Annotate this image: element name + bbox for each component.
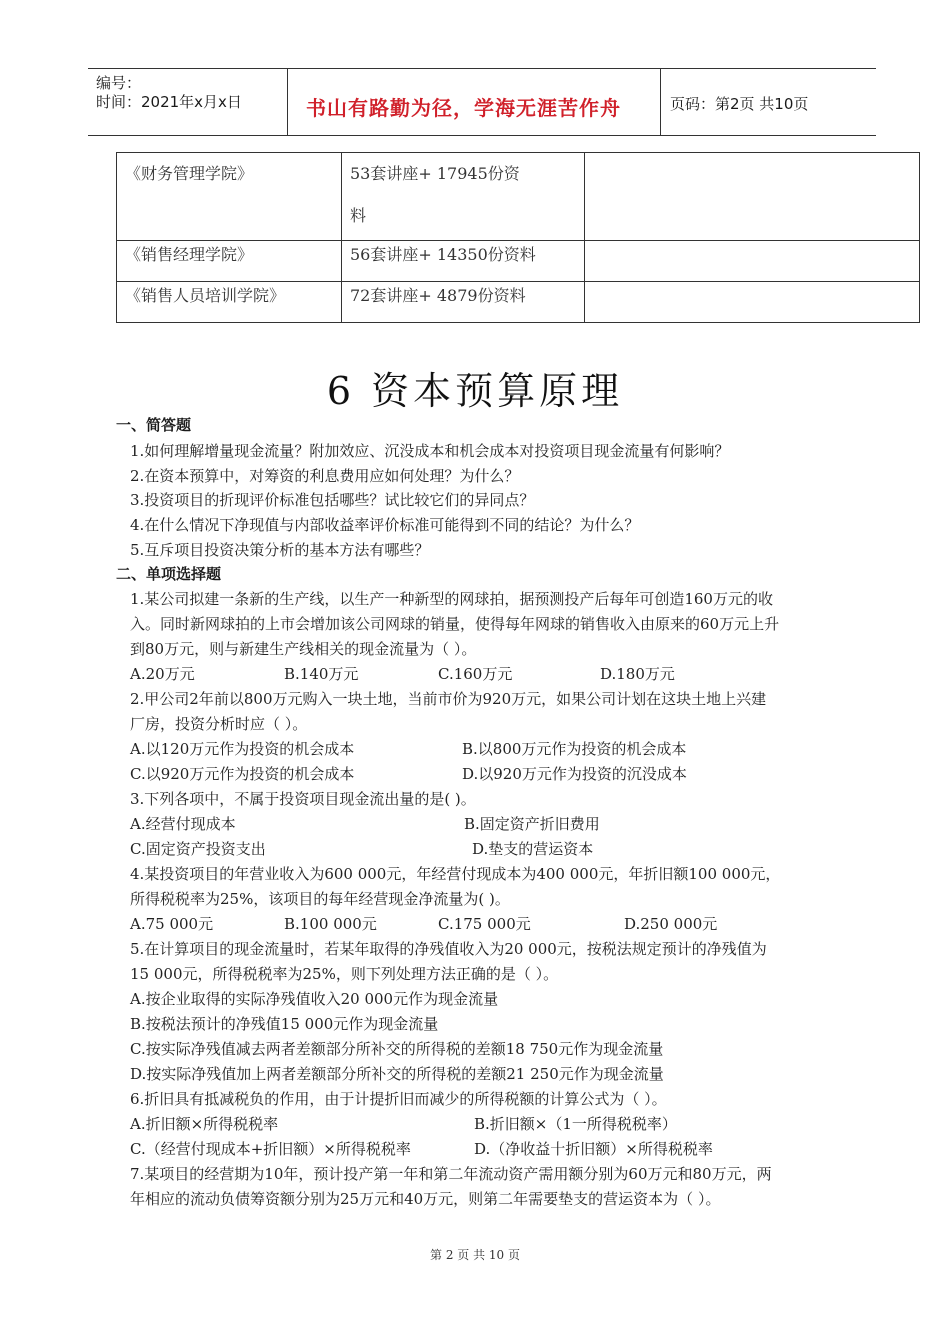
- header-number-label: 编号：: [96, 74, 142, 92]
- option-d: D.250 000元: [624, 915, 718, 933]
- question-line: 6.折旧具有抵减税负的作用，由于计提折旧而减少的所得税额的计算公式为（ ）。: [130, 1090, 667, 1108]
- section-heading-short-answer: 一、简答题: [116, 416, 192, 434]
- question-line: 2.在资本预算中，对筹资的利息费用应如何处理？为什么？: [130, 467, 520, 485]
- header-time-label: 时间：2021年x月x日: [96, 93, 242, 111]
- table-cell-name: 《销售经理学院》: [117, 241, 342, 282]
- resource-table: [116, 152, 920, 323]
- section-heading-single-choice: 二、单项选择题: [116, 565, 222, 583]
- question-line: 年相应的流动负债筹资额分别为25万元和40万元，则第二年需要垫支的营运资本为（ ）。: [130, 1190, 721, 1208]
- question-line: 4.某投资项目的年营业收入为600 000元，年经营付现成本为400 000元，年折旧额100 000元，: [130, 865, 781, 883]
- option-c: C.以920万元作为投资的机会成本: [130, 765, 355, 783]
- option-a: A.按企业取得的实际净残值收入20 000元作为现金流量: [130, 990, 499, 1008]
- header-bottom-rule: [88, 135, 876, 136]
- table-row: [117, 282, 920, 323]
- question-line: 1.如何理解增量现金流量？附加效应、沉没成本和机会成本对投资项目现金流量有何影响？: [130, 442, 730, 460]
- question-line: 4.在什么情况下净现值与内部收益率评价标准可能得到不同的结论？为什么？: [130, 516, 640, 534]
- option-c: C.固定资产投资支出: [130, 840, 266, 858]
- question-line: 5.在计算项目的现金流量时，若某年取得的净残值收入为20 000元，按税法规定预计的净残值为: [130, 940, 767, 958]
- option-d: D.180万元: [600, 665, 675, 683]
- option-c: C.160万元: [438, 665, 513, 683]
- table-cell-desc: [342, 153, 585, 241]
- option-c: C.175 000元: [438, 915, 531, 933]
- option-a: A.经营付现成本: [130, 815, 236, 833]
- question-line: 2.甲公司2年前以800万元购入一块土地，当前市价为920万元，如果公司计划在这块土地上兴建: [130, 690, 767, 708]
- header-page-label: 页码：第2页 共10页: [670, 95, 809, 113]
- question-line: 入。同时新网球拍的上市会增加该公司网球的销量，使得每年网球的销售收入由原来的60万元上升: [130, 615, 780, 633]
- option-c: C.按实际净残值减去两者差额部分所补交的所得税的差额18 750元作为现金流量: [130, 1040, 664, 1058]
- option-d: D.按实际净残值加上两者差额部分所补交的所得税的差额21 250元作为现金流量: [130, 1065, 664, 1083]
- header-motto: 书山有路勤为径，学海无涯苦作舟: [306, 96, 621, 120]
- table-row: [117, 241, 920, 282]
- option-b: B.按税法预计的净残值15 000元作为现金流量: [130, 1015, 439, 1033]
- table-cell-desc-line: 料: [350, 206, 367, 225]
- table-row: [117, 153, 920, 241]
- table-cell-desc: 56套讲座+ 14350份资料: [342, 241, 585, 282]
- question-line: 厂房，投资分析时应（ ）。: [130, 715, 308, 733]
- option-a: A.75 000元: [130, 915, 214, 933]
- chapter-title: 6 资本预算原理: [326, 369, 624, 413]
- option-a: A.20万元: [130, 665, 195, 683]
- question-line: 3.下列各项中，不属于投资项目现金流出量的是( )。: [130, 790, 476, 808]
- option-c: C.（经营付现成本+折旧额）×所得税税率: [130, 1140, 411, 1158]
- question-line: 所得税税率为25%，该项目的每年经营现金净流量为( )。: [130, 890, 510, 908]
- option-a: A.折旧额×所得税税率: [130, 1115, 279, 1133]
- option-d: D.垫支的营运资本: [472, 840, 594, 858]
- question-line: 15 000元，所得税税率为25%，则下列处理方法正确的是（ ）。: [130, 965, 559, 983]
- header-top-rule: [88, 68, 876, 69]
- option-a: A.以120万元作为投资的机会成本: [130, 740, 355, 758]
- option-d: D.以920万元作为投资的沉没成本: [462, 765, 687, 783]
- option-b: B.140万元: [284, 665, 359, 683]
- option-b: B.以800万元作为投资的机会成本: [462, 740, 687, 758]
- table-cell-extra: [585, 241, 920, 282]
- header-divider-right: [660, 68, 661, 135]
- table-cell-name: 《销售人员培训学院》: [117, 282, 342, 323]
- option-b: B.100 000元: [284, 915, 377, 933]
- question-line: 5.互斥项目投资决策分析的基本方法有哪些？: [130, 541, 430, 559]
- header-divider-left: [287, 68, 288, 135]
- question-line: 3.投资项目的折现评价标准包括哪些？试比较它们的异同点？: [130, 491, 535, 509]
- table-cell-extra: [585, 153, 920, 241]
- table-cell-desc: 72套讲座+ 4879份资料: [342, 282, 585, 323]
- question-line: 到80万元，则与新建生产线相关的现金流量为（ ）。: [130, 640, 477, 658]
- table-cell-desc-line: 53套讲座+ 17945份资: [350, 164, 520, 183]
- page-footer: 第 2 页 共 10 页: [430, 1248, 520, 1262]
- option-d: D.（净收益十折旧额）×所得税税率: [474, 1140, 713, 1158]
- table-cell-extra: [585, 282, 920, 323]
- question-line: 1.某公司拟建一条新的生产线，以生产一种新型的网球拍，据预测投产后每年可创造160万元的收: [130, 590, 773, 608]
- table-cell-name: 《财务管理学院》: [117, 153, 342, 241]
- option-b: B.固定资产折旧费用: [464, 815, 600, 833]
- question-line: 7.某项目的经营期为10年，预计投产第一年和第二年流动资产需用额分别为60万元和80万元，两: [130, 1165, 772, 1183]
- option-b: B.折旧额×（1一所得税税率）: [474, 1115, 677, 1133]
